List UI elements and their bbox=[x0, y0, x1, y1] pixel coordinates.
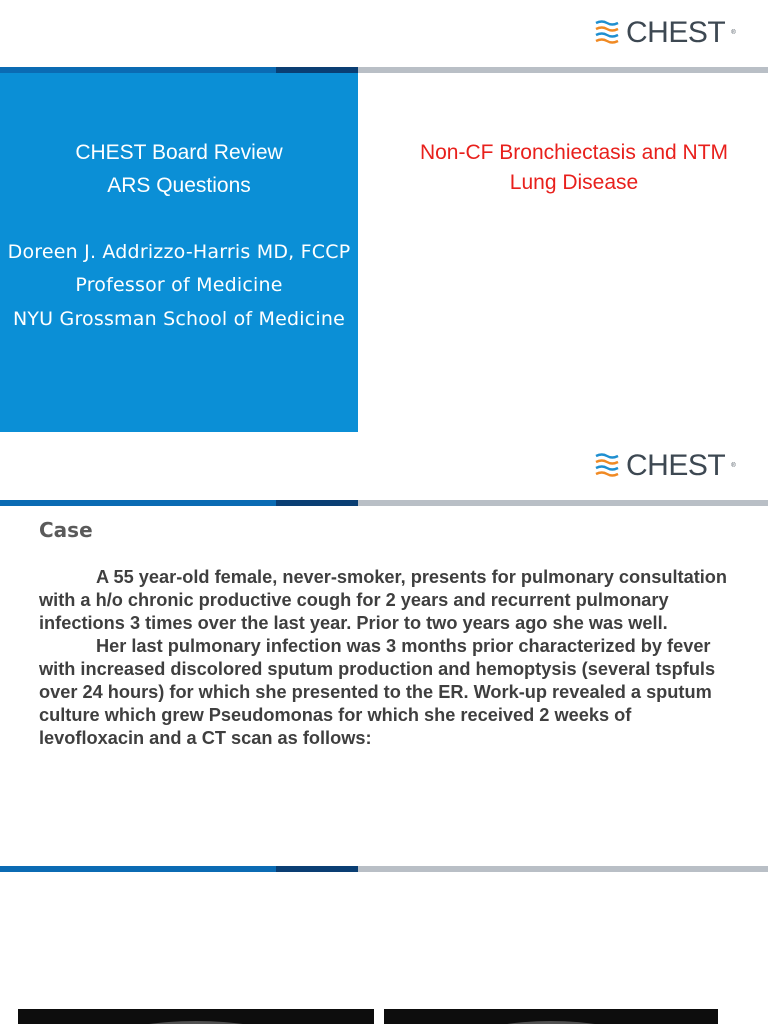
chest-logo-text: CHEST bbox=[626, 449, 726, 482]
chest-logo bbox=[594, 18, 736, 48]
author-name: Doreen J. Addrizzo-Harris MD, FCCP bbox=[7, 241, 351, 263]
ct-scan-image-right bbox=[384, 1009, 718, 1024]
case-paragraph-1: A 55 year-old female, never-smoker, presents for pulmonary consultation with a h/o chronic productive cough for 2 years and recurrent pulmonary infections 3 times over the last year. Prior to two years ago she was well. bbox=[39, 567, 728, 633]
divider-bar-slide2-bottom bbox=[0, 866, 768, 872]
logo-trademark: ® bbox=[731, 30, 736, 36]
author-role: Professor of Medicine bbox=[75, 274, 283, 296]
author-institution: NYU Grossman School of Medicine bbox=[12, 308, 346, 330]
ct-scan-image-left bbox=[18, 1009, 374, 1024]
ars-questions-title: ARS Questions bbox=[107, 174, 251, 197]
topic-title-line2: Lung Disease bbox=[509, 171, 639, 194]
board-review-title: CHEST Board Review bbox=[75, 141, 283, 164]
topic-title-line1: Non-CF Bronchiectasis and NTM bbox=[419, 141, 729, 164]
chest-logo-icon bbox=[594, 19, 620, 47]
chest-logo-text: CHEST bbox=[626, 16, 726, 49]
topic-title bbox=[374, 138, 768, 198]
chest-logo-icon bbox=[594, 452, 620, 480]
case-description bbox=[39, 566, 739, 750]
title-panel bbox=[0, 73, 358, 432]
case-paragraph-2: Her last pulmonary infection was 3 months prior characterized by fever with increased discolored sputum production and hemoptysis (several tspfuls over 24 hours) for which she presented to the ER. Work-up revealed a sputum culture which grew Pseudomonas for which she received 2 weeks of levofloxacin and a CT scan as follows: bbox=[39, 636, 716, 748]
divider-bar-slide2-top bbox=[0, 500, 768, 506]
case-heading: Case bbox=[39, 518, 93, 542]
logo-trademark: ® bbox=[731, 463, 736, 469]
chest-logo-2 bbox=[594, 451, 736, 481]
